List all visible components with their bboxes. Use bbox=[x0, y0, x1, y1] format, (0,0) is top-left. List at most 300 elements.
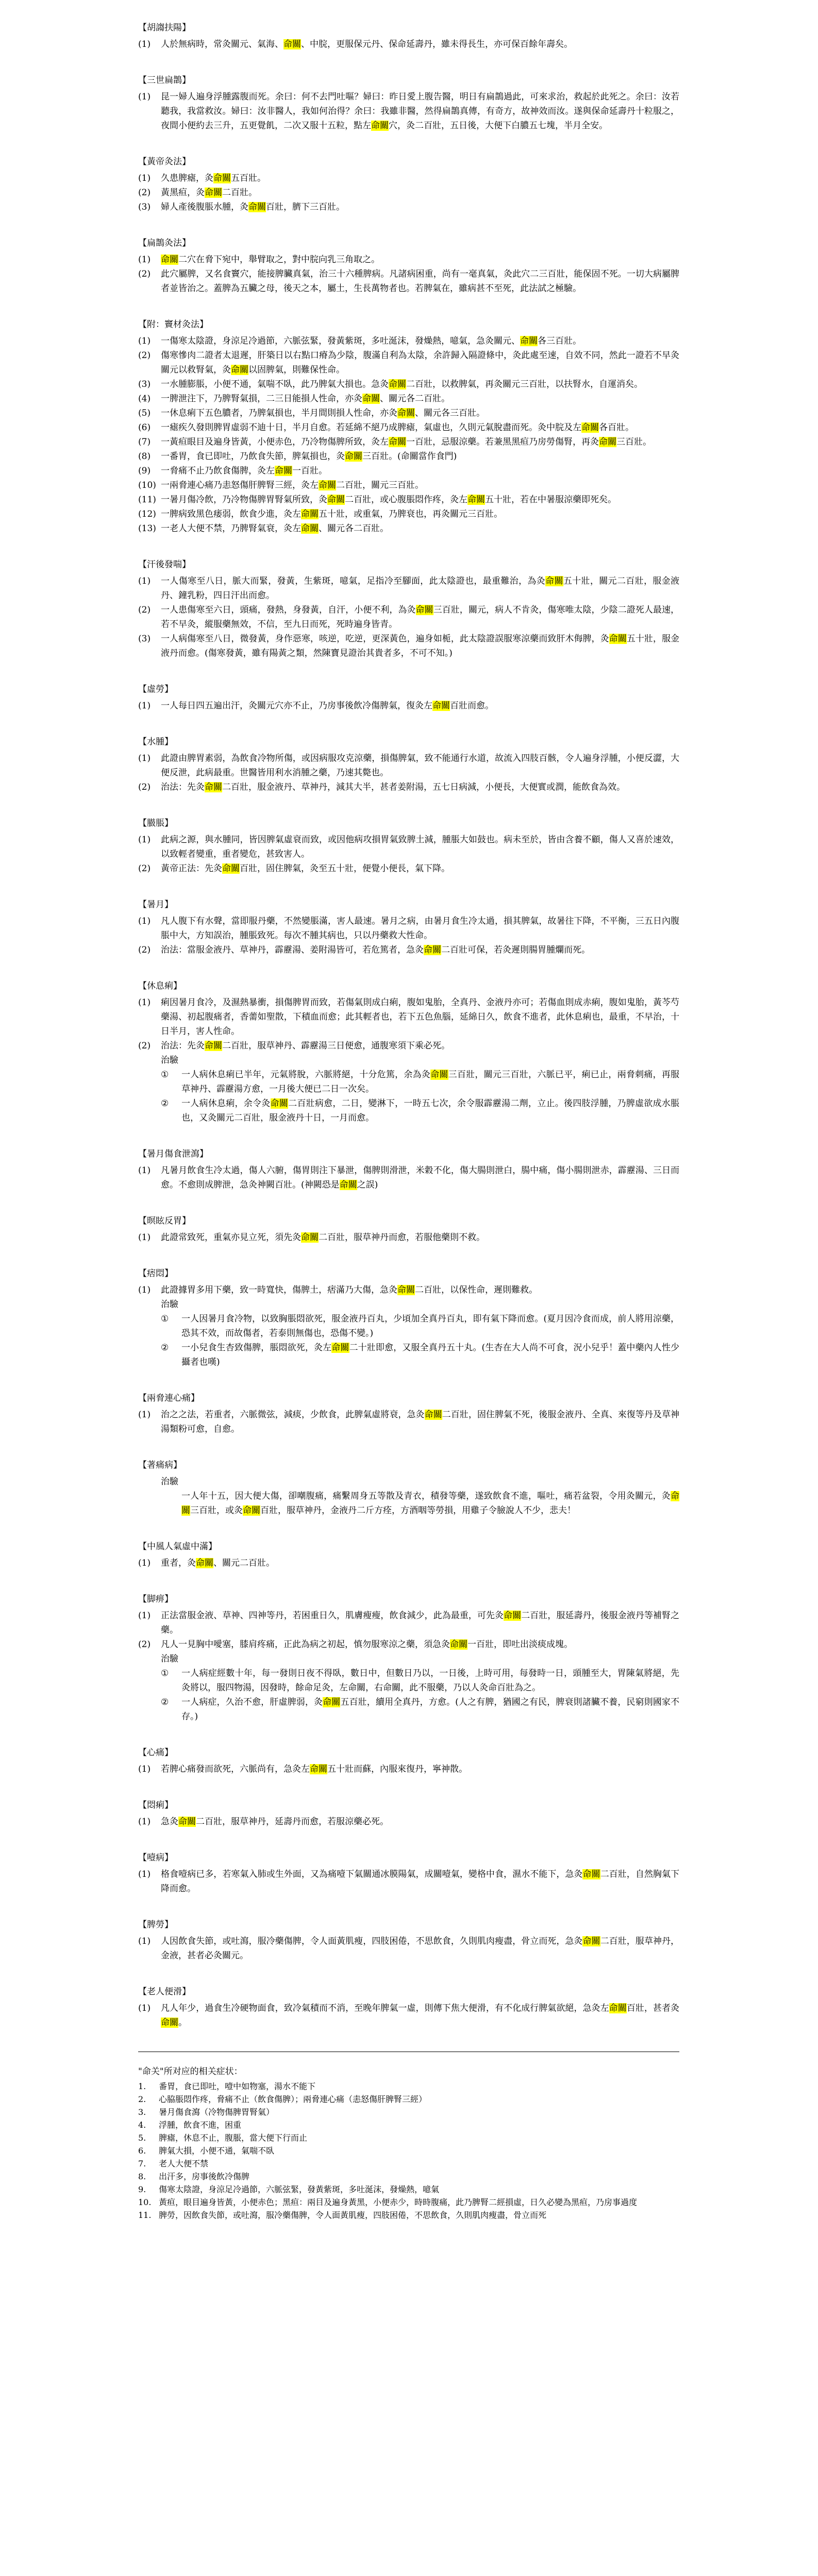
entry-row bbox=[138, 392, 679, 406]
entry-row bbox=[138, 406, 679, 420]
summary-text: 黃疸，眼目遍身皆黃，小便赤色；黑疸：兩目及遍身黃黑，小便赤少，時時腹痛，此乃脾腎二經損虛，日久必變為黑疸，乃房事過度 bbox=[159, 2197, 638, 2207]
summary-title: "命关"所对应的相关症状： bbox=[138, 2066, 243, 2077]
highlighted-term: 命關 bbox=[301, 1232, 319, 1243]
text-run: 穴，灸二百壯，五日後，大便下白膿五七塊，半月全安。 bbox=[389, 121, 608, 131]
highlighted-term: 命關 bbox=[371, 121, 389, 131]
entry-row bbox=[138, 1815, 679, 1829]
entry-number: (1) bbox=[138, 916, 151, 926]
section-block bbox=[138, 1147, 679, 1192]
entry-number: (1) bbox=[138, 576, 151, 586]
entry-text bbox=[161, 449, 679, 464]
text-run: 二百壯可保，若灸遲則腸胃腫爛而死。 bbox=[441, 945, 590, 955]
section-block bbox=[138, 236, 679, 296]
text-run: 二穴在脅下宛中，舉臂取之，對中脘向乳三角取之。 bbox=[178, 255, 380, 265]
text-run: 二百壯，服草神丹，延壽丹而愈，若服涼藥必死。 bbox=[196, 1817, 389, 1827]
text-run: 一人每日四五遍出汗，灸關元穴亦不止，乃房事後飲冷傷脾氣，復灸左 bbox=[161, 701, 432, 711]
text-run: 五十壯，服金液丹而愈。(傷寒發黃，雖有陽黃之類，然陳寶見證治其貴者多，不可不知。) bbox=[161, 634, 680, 658]
entry-text bbox=[161, 435, 679, 449]
highlighted-term: 命關 bbox=[213, 173, 231, 183]
highlighted-term: 命關 bbox=[301, 523, 319, 534]
section-title: 【水腫】 bbox=[138, 737, 173, 747]
entry-text bbox=[161, 751, 679, 780]
entry-text bbox=[161, 943, 679, 957]
entry-text bbox=[161, 1556, 679, 1570]
entry-row bbox=[138, 507, 679, 521]
text-run: 三百壯，或灸 bbox=[190, 1505, 243, 1516]
entry-text bbox=[161, 574, 679, 603]
entry-text bbox=[161, 1163, 679, 1192]
summary-text: 脾氣大損，小便不通，氣喘不臥 bbox=[159, 2146, 275, 2156]
text-run: 各三百壯。 bbox=[538, 336, 581, 346]
text-run: 黃帝正法：先灸 bbox=[161, 863, 222, 874]
case-text bbox=[181, 1067, 679, 1096]
entry-row bbox=[138, 493, 679, 507]
section-block bbox=[138, 317, 679, 536]
section-title: 【著痛病】 bbox=[138, 1460, 182, 1470]
entry-number: (1) bbox=[138, 997, 151, 1008]
entry-text bbox=[161, 1283, 679, 1297]
entry-number: (13) bbox=[138, 523, 156, 534]
entry-number: (1) bbox=[138, 173, 151, 183]
text-run: 之誤) bbox=[357, 1180, 378, 1190]
text-run: 一百壯，即吐出淡痰成塊。 bbox=[468, 1639, 573, 1650]
highlighted-term: 命關 bbox=[161, 255, 178, 265]
section-title: 【痞悶】 bbox=[138, 1268, 173, 1279]
text-run: 一休息痢下五色膿者，乃脾氣損也，半月間則損人性命，亦灸 bbox=[161, 408, 397, 418]
text-run: 一脾泄注下，乃脾腎氣損，二三日能損人性命，亦灸 bbox=[161, 394, 362, 404]
entry-text bbox=[161, 995, 679, 1039]
text-run: 急灸 bbox=[161, 1817, 178, 1827]
entry-row bbox=[138, 2001, 679, 2030]
entry-text bbox=[161, 392, 679, 406]
entry-number: (3) bbox=[138, 202, 151, 212]
entry-number: (1) bbox=[138, 753, 151, 764]
case-number: ② bbox=[161, 1343, 169, 1353]
highlighted-term: 命關 bbox=[582, 1869, 600, 1879]
entry-text bbox=[161, 914, 679, 943]
text-run: 一兩脅連心痛乃恚怒傷肝脾腎三經，灸左 bbox=[161, 480, 319, 490]
section-block bbox=[138, 897, 679, 957]
entry-text bbox=[161, 171, 679, 185]
highlighted-term: 命關 bbox=[599, 437, 616, 447]
text-run: 一百壯，忌服涼藥。若兼黑黑疸乃房勞傷腎，再灸 bbox=[406, 437, 599, 447]
section-block bbox=[138, 1391, 679, 1436]
section-block bbox=[138, 1266, 679, 1369]
case-row bbox=[161, 1489, 679, 1518]
summary-item bbox=[138, 2119, 679, 2131]
highlighted-term: 命關 bbox=[301, 509, 319, 519]
text-run: 、關元二百壯。 bbox=[213, 1558, 275, 1568]
entry-row bbox=[138, 1637, 679, 1652]
entry-row bbox=[138, 1934, 679, 1963]
entry-row bbox=[138, 185, 679, 200]
entry-number: (2) bbox=[138, 188, 151, 198]
text-run: 一人因暑月食冷物，以致胸脹悶欲死，服金液丹百丸，少頃加全真丹百丸，即有氣下降而愈。(夏月因冷食而成，前人將用涼藥，恐其不效，而故傷者，若泰則無傷也，恐傷不變。) bbox=[181, 1314, 679, 1338]
case-number: ① bbox=[161, 1070, 169, 1080]
case-row bbox=[161, 1067, 679, 1096]
summary-item bbox=[138, 2157, 679, 2170]
case-text bbox=[181, 1666, 679, 1695]
text-run: 一人病休息痢已半年，元氣將脫，六脈將絕，十分危篤，余為灸 bbox=[181, 1070, 431, 1080]
entry-row bbox=[138, 1408, 679, 1436]
summary-text: 脾瘧，休息不止，腹脹，當大便下行而止 bbox=[159, 2133, 308, 2143]
summary-item bbox=[138, 2170, 679, 2183]
entry-text bbox=[161, 1637, 679, 1652]
entry-number: (11) bbox=[138, 495, 156, 505]
entry-text bbox=[161, 521, 679, 536]
summary-text: 脾勞，因飲食失節，或吐瀉，服冷藥傷脾，令人面黃肌瘦，四肢困倦，不思飲食，久則肌肉瘦盡，骨立而死 bbox=[159, 2210, 547, 2220]
entry-text bbox=[161, 406, 679, 420]
section-block bbox=[138, 1745, 679, 1776]
highlighted-term: 命關 bbox=[319, 480, 336, 490]
sub-heading: 治驗 bbox=[161, 1654, 178, 1664]
entry-number: (1) bbox=[138, 1611, 151, 1621]
entry-number: (1) bbox=[138, 1410, 151, 1420]
summary-number: 2. bbox=[138, 2094, 146, 2104]
entry-text bbox=[161, 478, 679, 493]
entry-number: (1) bbox=[138, 1285, 151, 1295]
text-run: 此證常致死，重氣亦見立死，須先灸 bbox=[161, 1232, 301, 1243]
entry-row bbox=[138, 1608, 679, 1637]
entry-text bbox=[161, 90, 679, 133]
text-run: 人因飲食失節，或吐瀉，服冷藥傷脾，令人面黃肌瘦，四肢困倦，不思飲食，久則肌肉瘦盡，骨立而死，急灸 bbox=[161, 1936, 583, 1946]
entry-row bbox=[138, 632, 679, 660]
text-run: 一百壯。 bbox=[292, 466, 327, 476]
text-run: 百壯，固住脾氣，灸至五十壯，便覺小便長，氣下降。 bbox=[240, 863, 450, 874]
text-run: 此病之源，與水腫同，皆因脾氣虛衰而致，或因他病攻損胃氣致脾土減，腫脹大如鼓也。病未至於，皆由含養不顧，傷人又喜於速效，以致輕者變重，重者變危，甚致害人。 bbox=[161, 835, 679, 859]
highlighted-term: 命關 bbox=[345, 451, 362, 462]
entry-number: (2) bbox=[138, 945, 151, 955]
entry-number: (1) bbox=[138, 1558, 151, 1568]
entry-number: (1) bbox=[138, 255, 151, 265]
summary-number: 7. bbox=[138, 2159, 146, 2168]
section-title: 【黃帝灸法】 bbox=[138, 157, 191, 167]
text-run: 治法：先灸 bbox=[161, 782, 205, 792]
entry-text bbox=[161, 348, 679, 377]
text-run: 若脾心痛發而欲死，六脈尚有，急灸左 bbox=[161, 1764, 310, 1774]
text-run: 百壯，臍下三百壯。 bbox=[266, 202, 345, 212]
entry-text bbox=[161, 37, 679, 52]
entry-row bbox=[138, 252, 679, 267]
sub-heading: 治驗 bbox=[161, 1477, 178, 1487]
entry-text bbox=[161, 1934, 679, 1963]
entry-text bbox=[161, 377, 679, 392]
text-run: 一人病症經數十年，每一發則日夜不得臥，數日中，但數日乃以，一日後，上時可用，每發時一日，頭腫至大，胃陳氣將絕，先灸將以，服四物湯，因發時，餘命足灸，左命關，右命關，此不服藥，乃以人灸命百壯為之。 bbox=[181, 1668, 679, 1693]
highlighted-term: 命關 bbox=[275, 466, 292, 476]
entry-row bbox=[138, 90, 679, 133]
summary-item bbox=[138, 2196, 679, 2209]
entry-number: (8) bbox=[138, 451, 151, 462]
entry-number: (1) bbox=[138, 1817, 151, 1827]
section-title: 【附：竇材灸法】 bbox=[138, 319, 208, 330]
summary-number: 6. bbox=[138, 2146, 146, 2156]
entry-text bbox=[161, 252, 679, 267]
section-title: 【噎病】 bbox=[138, 1853, 173, 1863]
summary-number: 1. bbox=[138, 2081, 146, 2091]
case-text bbox=[181, 1312, 679, 1341]
text-run: 久患脾瘧，灸 bbox=[161, 173, 213, 183]
section-title: 【臌脹】 bbox=[138, 818, 173, 828]
highlighted-term: 命關 bbox=[178, 1817, 196, 1827]
entry-number: (6) bbox=[138, 422, 151, 433]
section-title: 【暑月傷食泄瀉】 bbox=[138, 1149, 208, 1159]
entry-row bbox=[138, 1867, 679, 1896]
highlighted-term: 命關 bbox=[424, 1410, 442, 1420]
summary-text: 番胃，食已即吐，噎中如物塞，湯水不能下 bbox=[159, 2081, 316, 2091]
summary-number: 11. bbox=[138, 2210, 152, 2220]
section-block bbox=[138, 155, 679, 214]
section-title: 【扁鵲灸法】 bbox=[138, 238, 191, 248]
text-run: 二百壯，以救脾氣，再灸關元三百壯，以扶腎水，自運消矣。 bbox=[406, 379, 643, 389]
highlighted-term: 命關 bbox=[196, 1558, 213, 1568]
highlighted-term: 命關 bbox=[161, 2018, 178, 2028]
section-block bbox=[138, 1918, 679, 1963]
summary-item bbox=[138, 2131, 679, 2144]
text-run: 二百壯，服草神丹，金液，甚者必灸關元。 bbox=[161, 1936, 680, 1961]
entry-number: (9) bbox=[138, 466, 151, 476]
entry-number: (10) bbox=[138, 480, 156, 490]
entry-number: (1) bbox=[138, 1936, 151, 1946]
highlighted-term: 命關 bbox=[415, 605, 433, 615]
entry-row bbox=[138, 574, 679, 603]
entry-row bbox=[138, 171, 679, 185]
text-run: 三百壯，關元，病人不肯灸，傷寒唯太陰，少陰二證死人最速，若不早灸，縱服藥無效，不信，至九日而死，死時遍身皆青。 bbox=[161, 605, 680, 630]
highlighted-term: 命關 bbox=[331, 1343, 349, 1353]
entry-text bbox=[161, 1867, 679, 1896]
text-run: 此證由脾胃素弱，為飲食冷物所傷，或因病服攻克涼藥，損傷脾氣，致不能通行水道，故流入四肢百骸，令人遍身浮腫，小便反澀，大便反泄，此病最重。世醫皆用利水消腫之藥，乃速其斃也。 bbox=[161, 753, 679, 778]
entry-row bbox=[138, 377, 679, 392]
case-row bbox=[161, 1666, 679, 1695]
text-run: 昆一婦人遍身浮腫露腹而死。余曰：何不去門吐嘔？婦曰：昨日愛上腹告醫，明日有扁鵲過此，可來求治，救起於此死之。余曰：汝若聽我，我當救汝。婦曰：汝非醫人，我如何治得？余曰：我雖非醫，然得扁鵲真傳，有奇方，故神效而汝。遂與保命延壽丹十粒服之，夜間小便約去三升，五更覺飢，二次又服十五粒，點左 bbox=[161, 92, 679, 131]
text-run: 二百壯，服金液丹、草神丹，減其大半，甚者姜附湯，五七日病減，小便長，大便實或潤，能飲食為效。 bbox=[222, 782, 625, 792]
section-title: 【脚痹】 bbox=[138, 1594, 173, 1604]
entry-number: (1) bbox=[138, 835, 151, 845]
entry-row bbox=[138, 861, 679, 876]
entry-number: (2) bbox=[138, 1639, 151, 1650]
section-block bbox=[138, 21, 679, 52]
section-title: 【暝眩反胃】 bbox=[138, 1216, 191, 1226]
summary-text: 傷寒太陰證，身涼足冷過節，六脈弦緊，發黃紫斑，多吐涎沫，發燥熱，噫氣 bbox=[159, 2184, 440, 2194]
entry-text bbox=[161, 267, 679, 296]
section-block bbox=[138, 1851, 679, 1896]
text-run: 二百壯，關元三百壯。 bbox=[336, 480, 424, 490]
entry-number: (1) bbox=[138, 92, 151, 102]
entry-row bbox=[138, 943, 679, 957]
entry-number: (1) bbox=[138, 701, 151, 711]
entry-row bbox=[138, 464, 679, 478]
text-run: 二百壯。 bbox=[222, 188, 257, 198]
highlighted-term: 命關 bbox=[545, 576, 563, 586]
entry-row bbox=[138, 449, 679, 464]
case-number: ① bbox=[161, 1668, 169, 1679]
section-title: 【三世扁鵲】 bbox=[138, 75, 191, 86]
text-run: 三百壯。(命關當作食門) bbox=[362, 451, 457, 462]
text-run: 一人病症，久治不愈，肝虛脾弱，灸 bbox=[181, 1697, 323, 1707]
highlighted-term: 命關 bbox=[609, 634, 627, 644]
text-run: 二百壯，服草神丹、霹靂湯三日便愈，通腹寒須下乘必死。 bbox=[222, 1041, 450, 1051]
text-run: 一傷寒太陰證，身涼足冷過節，六脈弦緊，發黃紫斑，多吐涎沫，發燥熱，噫氣，急灸關元、 bbox=[161, 336, 520, 346]
entry-row bbox=[138, 1230, 679, 1245]
entry-text bbox=[161, 1608, 679, 1637]
highlighted-term: 命關 bbox=[327, 495, 345, 505]
text-run: 五十壯，若在中暑服涼藥即死矣。 bbox=[485, 495, 616, 505]
highlighted-term: 命關 bbox=[389, 437, 406, 447]
highlighted-term: 命關 bbox=[323, 1697, 341, 1707]
sub-heading: 治驗 bbox=[161, 1055, 178, 1065]
text-run: 一老人大便不禁，乃脾腎氣衰，灸左 bbox=[161, 523, 301, 534]
summary-item bbox=[138, 2080, 679, 2093]
highlighted-term: 命關 bbox=[504, 1611, 522, 1621]
entry-row bbox=[138, 348, 679, 377]
entry-row bbox=[138, 995, 679, 1039]
section-title: 【中風人氣虛中滿】 bbox=[138, 1541, 217, 1552]
case-text bbox=[181, 1096, 679, 1125]
highlighted-term: 命關 bbox=[582, 1936, 600, 1946]
entry-text bbox=[161, 699, 679, 713]
section-block bbox=[138, 1798, 679, 1829]
text-run: 一小兒食生杏致傷脾，脹悶欲死，灸左 bbox=[181, 1343, 332, 1353]
sub-heading: 治驗 bbox=[161, 1299, 178, 1310]
entry-number: (1) bbox=[138, 1165, 151, 1176]
section-block bbox=[138, 1214, 679, 1245]
text-run: 二百壯，以保性命，遲則難救。 bbox=[415, 1285, 538, 1295]
summary-text: 老人大便不禁 bbox=[159, 2159, 209, 2168]
text-run: 二百壯病愈，二日，變淋下，一時五七次，余令服霹靂湯二劑，立止。後四肢浮腫，乃脾虛欲成水脹也，又灸關元二百壯，服金液丹十日，一月而愈。 bbox=[181, 1098, 680, 1123]
entry-row bbox=[138, 478, 679, 493]
text-run: 、關元各二百壯。 bbox=[380, 394, 450, 404]
text-run: 二百壯，固住脾氣不死，後服金液丹、全真、來復等丹及草神湯類粉可愈，自愈。 bbox=[161, 1410, 680, 1434]
highlighted-term: 命關 bbox=[389, 379, 406, 389]
text-run: 一脅痛不止乃飲食傷脾，灸左 bbox=[161, 466, 275, 476]
entry-text bbox=[161, 1408, 679, 1436]
case-row bbox=[161, 1341, 679, 1369]
summary-text: 浮腫，飲食不進，困重 bbox=[159, 2120, 242, 2130]
entry-text bbox=[161, 861, 679, 876]
text-run: 、中脘，更服保元丹、保命延壽丹，雖未得長生，亦可保百餘年壽矣。 bbox=[301, 39, 573, 49]
section-title: 【兩脅連心痛】 bbox=[138, 1393, 199, 1403]
summary-number: 4. bbox=[138, 2120, 146, 2130]
entry-text bbox=[161, 1815, 679, 1829]
highlighted-term: 命關 bbox=[450, 1639, 468, 1650]
entry-row bbox=[138, 435, 679, 449]
highlighted-term: 命關 bbox=[243, 1505, 260, 1516]
entry-row bbox=[138, 603, 679, 632]
entry-number: (1) bbox=[138, 336, 151, 346]
text-run: 。 bbox=[178, 2018, 187, 2028]
entry-number: (2) bbox=[138, 1041, 151, 1051]
text-run: 黃黑疸，灸 bbox=[161, 188, 205, 198]
section-block bbox=[138, 557, 679, 660]
entry-text bbox=[161, 420, 679, 435]
entry-text bbox=[161, 1230, 679, 1245]
text-run: 二百壯，或心腹脹悶作疼，灸左 bbox=[345, 495, 468, 505]
section-title: 【胡謅扶陽】 bbox=[138, 23, 191, 33]
entry-number: (1) bbox=[138, 1764, 151, 1774]
highlighted-term: 命關 bbox=[310, 1764, 327, 1774]
case-row bbox=[161, 1312, 679, 1341]
text-run: 一人病傷寒至八日，微發黃，身作惡寒，咳逆，吃逆，更深黃色，遍身如栀，此太陰證誤服寒涼藥而致肝木侮脾，灸 bbox=[161, 634, 609, 644]
highlighted-term: 命關 bbox=[468, 495, 485, 505]
entry-text bbox=[161, 334, 679, 348]
case-number: ② bbox=[161, 1098, 169, 1109]
entry-number: (5) bbox=[138, 408, 151, 418]
entry-number: (3) bbox=[138, 379, 151, 389]
entry-text bbox=[161, 632, 679, 660]
text-run: 傷寒慘肉二證者太退遲，肝築日以右點口瘠為少陰，腹滿自利為太陰，余許歸入隔證條中，灸此處至速，自效不同，然此一證若不早灸關元以救腎氣，灸 bbox=[161, 350, 679, 375]
text-run: 重者，灸 bbox=[161, 1558, 196, 1568]
case-number bbox=[161, 1489, 181, 1518]
entry-text bbox=[161, 493, 679, 507]
entry-text bbox=[161, 780, 679, 794]
section-title: 【脾勞】 bbox=[138, 1920, 173, 1930]
case-text bbox=[181, 1489, 679, 1518]
entry-number: (2) bbox=[138, 863, 151, 874]
entry-row bbox=[138, 699, 679, 713]
case-text bbox=[181, 1341, 679, 1369]
entry-row bbox=[138, 334, 679, 348]
entry-text bbox=[161, 2001, 679, 2030]
text-run: 治法：當服金液丹、草神丹，霹靂湯、姜附湯皆可，若危篤者，急灸 bbox=[161, 945, 424, 955]
text-run: 凡暑月飲食生冷太過，傷人六腑，傷胃則注下暴泄，傷脾則滑泄，米穀不化，傷大腸則泄白，腸中痛，傷小腸則泄赤，霹靂湯、三日而愈。不愈則成脾泄，急灸神闕百壯。(神闕恐是 bbox=[161, 1165, 679, 1190]
entry-row bbox=[138, 751, 679, 780]
text-run: 凡人一見胸中噯塞，膝肩疼痛，正此為病之初起，慎勿服寒涼之藥，須急灸 bbox=[161, 1639, 450, 1650]
entry-number: (1) bbox=[138, 39, 151, 49]
text-run: 一番胃，食已即吐，乃飲食失節，脾氣損也，灸 bbox=[161, 451, 345, 462]
text-run: 百壯，甚者灸 bbox=[626, 2003, 680, 2013]
text-run: 百壯，服草神丹，金液丹二斤方痊，方酒咽等勞損，用雞子令臉說人不少，悲夫！ bbox=[260, 1505, 576, 1516]
summary-text: 出汗多，房事後飲冷傷脾 bbox=[159, 2172, 250, 2181]
entry-number: (2) bbox=[138, 782, 151, 792]
case-number: ① bbox=[161, 1314, 169, 1324]
summary-number: 8. bbox=[138, 2172, 146, 2181]
text-run: 此證據胃多用下藥，致一時寬快，傷脾土，痞滿乃大傷，急灸 bbox=[161, 1285, 397, 1295]
case-row bbox=[161, 1096, 679, 1125]
highlighted-term: 命關 bbox=[222, 863, 240, 874]
case-number: ② bbox=[161, 1697, 169, 1707]
entry-row bbox=[138, 1556, 679, 1570]
highlighted-term: 命關 bbox=[362, 394, 380, 404]
text-run: 凡人腹下有水聲，當即服丹藥，不然變脹滿，害人最速。暑月之病，由暑月食生冷太過，損其脾氣，故暑往下降，不平衡，三五日內腹脹中大，方知誤治，腫脹致死。每次不腫其病也，只以丹藥救大性命。 bbox=[161, 916, 679, 941]
text-run: 一人患傷寒至六日，頭痛，發熱，身發黃，自汗，小便不利，為灸 bbox=[161, 605, 416, 615]
section-title: 【心痛】 bbox=[138, 1748, 173, 1758]
entry-text bbox=[161, 464, 679, 478]
text-run: 五十壯，關元二百壯，服金液丹、鐘乳粉，四日汗出而愈。 bbox=[161, 576, 680, 601]
text-run: 二十壯即愈，又服全真丹五十丸。(生杏在大人尚不可食，況小兒乎！蓋中藥內人性少攝者也嘆) bbox=[181, 1343, 679, 1367]
text-run: 治之之法，若重者，六脈微弦，減痰，少飲食，此脾氣虛將衰，急灸 bbox=[161, 1410, 425, 1420]
text-run: 二百壯，服草神丹而愈，若服他藥則不救。 bbox=[319, 1232, 485, 1243]
text-run: 治法：先灸 bbox=[161, 1041, 205, 1051]
summary-item bbox=[138, 2144, 679, 2157]
highlighted-term: 命關 bbox=[432, 701, 450, 711]
summary-item bbox=[138, 2209, 679, 2222]
highlighted-term: 命關 bbox=[397, 1285, 415, 1295]
section-block bbox=[138, 1458, 679, 1518]
text-run: 五百壯。 bbox=[231, 173, 266, 183]
case-text bbox=[181, 1695, 679, 1724]
highlighted-term: 命關 bbox=[430, 1070, 448, 1080]
highlighted-term: 命關 bbox=[424, 945, 441, 955]
summary-item bbox=[138, 2183, 679, 2196]
summary-number: 5. bbox=[138, 2133, 146, 2143]
entry-row bbox=[138, 1283, 679, 1297]
entry-text bbox=[161, 507, 679, 521]
section-block bbox=[138, 73, 679, 133]
entry-number: (2) bbox=[138, 605, 151, 615]
entry-number: (7) bbox=[138, 437, 151, 447]
entry-row bbox=[138, 521, 679, 536]
entry-text bbox=[161, 1039, 679, 1053]
highlighted-term: 命關 bbox=[581, 422, 599, 433]
